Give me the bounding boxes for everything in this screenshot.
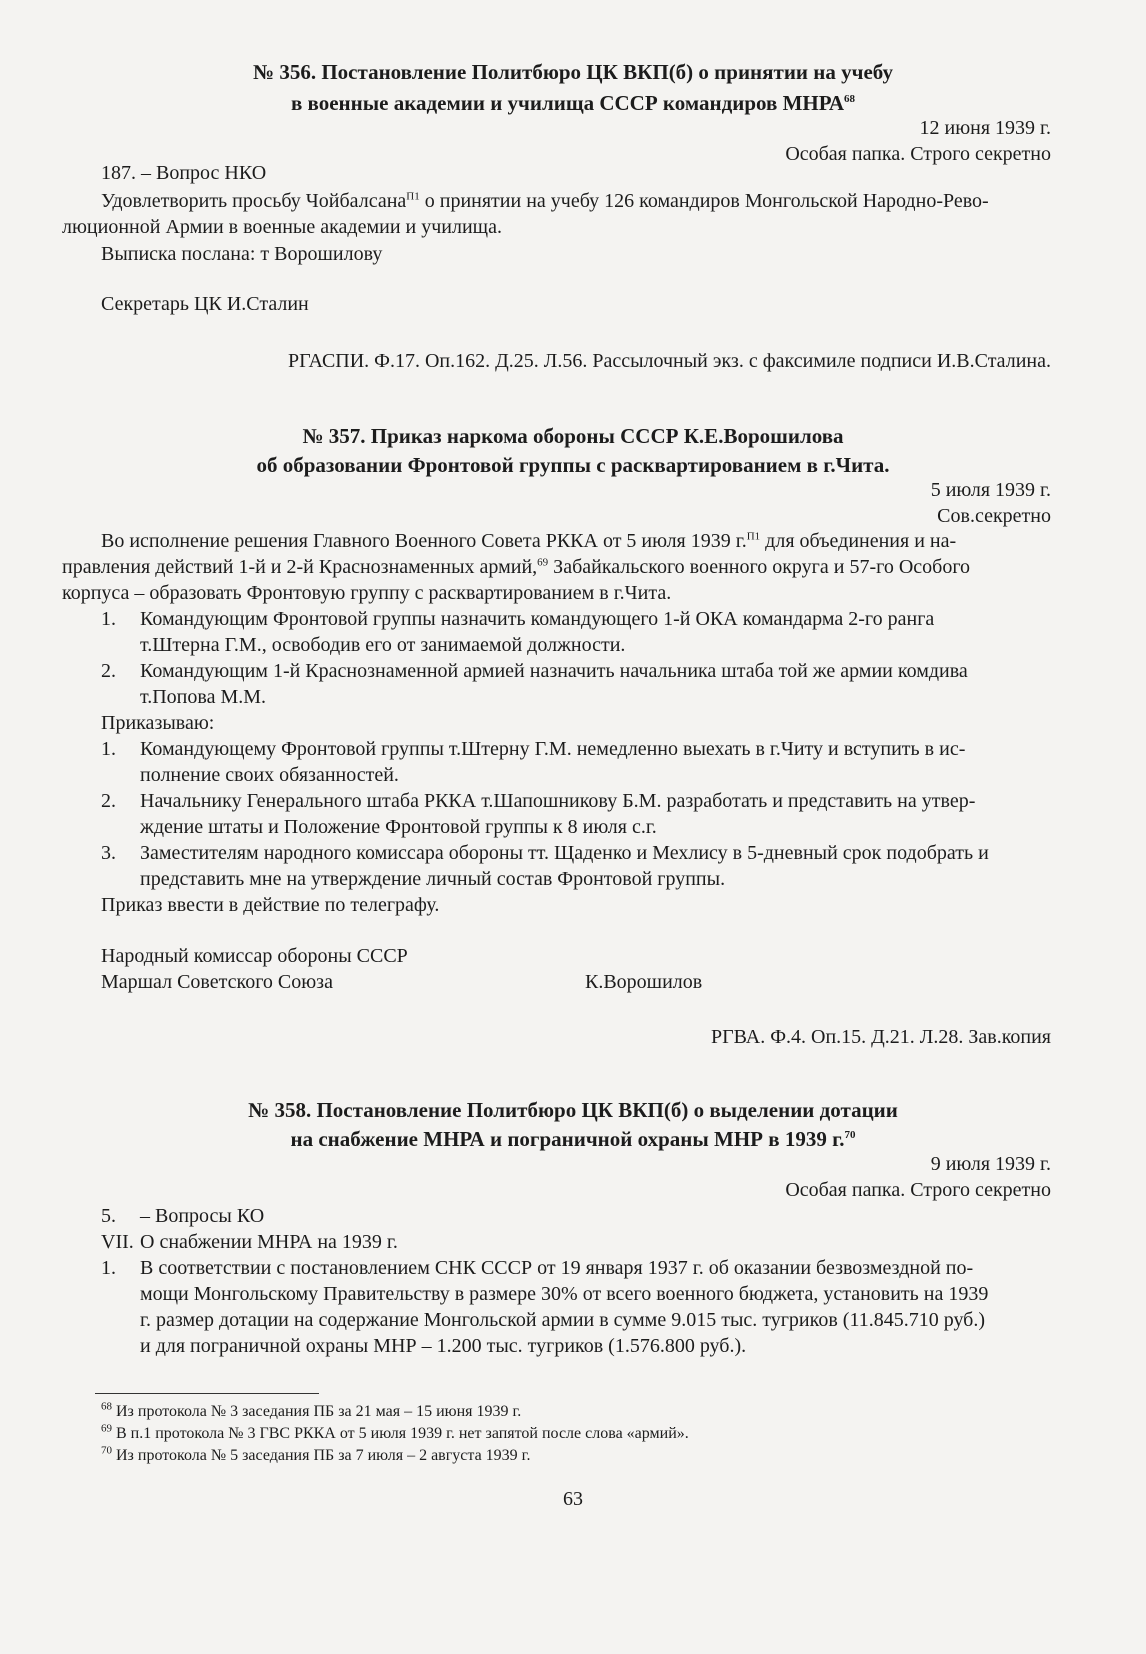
doc357-intro-line2: правления действий 1-й и 2-й Краснознаменных армий,$^{69}$ Забайкальского военного округа и 57-го Особого [62,556,971,578]
list-item-line: Командующему Фронтовой группы т.Штерну Г.М. немедленно выехать в г.Читу и вступить в ис- [140,738,966,760]
list-item-number: 1. [101,738,116,760]
doc358-item7-text: О снабжении МНРА на 1939 г. [140,1231,398,1253]
list-item-line: ждение штаты и Положение Фронтовой группы к 8 июля с.г. [140,816,657,838]
footnote-ref-70: 70 [844,1129,856,1141]
list-item-line: Командующим 1-й Краснознаменной армией назначить начальника штаба той же армии комдива [140,660,968,682]
doc358-item5-text: – Вопросы КО [140,1205,265,1227]
doc357-title-line2: об образовании Фронтовой группы с расквартированием в г.Чита. [256,453,890,477]
list-item-line: представить мне на утверждение личный состав Фронтовой группы. [140,868,726,890]
list-item-number: 2. [101,790,116,812]
doc356-para-line2: люционной Армии в военные академии и училища. [62,216,502,238]
doc358-title-line1: № 358. Постановление Политбюро ЦК ВКП(б) о выделении дотации [248,1098,898,1122]
list-item-line: полнение своих обязанностей. [140,764,399,786]
doc357-telegraph: Приказ ввести в действие по телеграфу. [101,894,440,916]
doc356-title-line2: в военные академии и училища СССР командиров МНРА$^{68}$ [290,91,856,115]
doc358-p1-line: и для пограничной охраны МНР – 1.200 тыс. тугриков (1.576.800 руб.). [140,1335,747,1357]
doc357-intro-sup: П1 [746,530,761,543]
doc357-intro-line3: корпуса – образовать Фронтовую группу с расквартированием в г.Чита. [62,582,672,604]
doc356-source: РГАСПИ. Ф.17. Оп.162. Д.25. Л.56. Рассылочный экз. с факсимиле подписи И.В.Сталина. [287,350,1051,372]
footnote-number: 70 [101,1444,112,1457]
list-item-line: Начальнику Генерального штаба РККА т.Шапошникову Б.М. разработать и представить на утвер- [140,790,976,812]
page-number: 63 [563,1488,583,1510]
footnote-ref-69: 69 [537,556,549,569]
list-item-line: Командующим Фронтовой группы назначить командующего 1-й ОКА командарма 2-го ранга [140,608,935,630]
doc357-sign-line2: Маршал Советского Союза [101,971,333,993]
list-item-number: 1. [101,608,116,630]
footnote-70: $^{70}$ Из протокола № 5 заседания ПБ за 7 июля – 2 августа 1939 г. [101,1444,531,1464]
doc357-intro-line1: Во исполнение решения Главного Военного Совета РККА от 5 июля 1939 г.$^{П1}$ для объединения и на- [101,530,957,552]
doc358-title-line2: на снабжение МНРА и пограничной охраны МНР в 1939 г.$^{70}$ [290,1127,856,1151]
doc357-date: 5 июля 1939 г. [930,479,1051,501]
list-item-number: 3. [101,842,116,864]
footnote-69: $^{69}$ В п.1 протокола № 3 ГВС РККА от 5 июля 1939 г. нет запятой после слова «армий». [101,1422,689,1442]
footnote-number: 68 [101,1400,112,1413]
doc356-item: 187. – Вопрос НКО [101,162,267,184]
footnote-number: 69 [101,1422,112,1435]
doc356-para-line1: Удовлетворить просьбу Чойбалсана$^{П1}$ о принятии на учебу 126 командиров Монгольской Народно-Рево- [101,190,989,212]
doc356-title-line1: № 356. Постановление Политбюро ЦК ВКП(б) о принятии на учебу [252,60,893,84]
doc357-source: РГВА. Ф.4. Оп.15. Д.21. Л.28. Зав.копия [710,1026,1051,1048]
list-item-line: Заместителям народного комиссара обороны тт. Щаденко и Мехлису в 5-дневный срок подобрать и [140,842,989,864]
footnote-ref-68: 68 [844,93,856,105]
doc357-sign-name: К.Ворошилов [585,971,703,993]
doc356-date: 12 июня 1939 г. [919,117,1051,139]
doc357-sign-line1: Народный комиссар обороны СССР [101,945,408,967]
doc357-order-word: Приказываю: [101,712,215,734]
doc356-signature: Секретарь ЦК И.Сталин [101,293,309,315]
doc358-p1-line: мощи Монгольскому Правительству в размере 30% от всего военного бюджета, установить на 1939 [140,1283,989,1305]
doc358-date: 9 июля 1939 г. [930,1153,1051,1175]
list-item-line: т.Штерна Г.М., освободив его от занимаемой должности. [140,634,626,656]
doc358-p1-line: В соответствии с постановлением СНК СССР от 19 января 1937 г. об оказании безвозмездной по- [140,1257,974,1279]
footnote-68: $^{68}$ Из протокола № 3 заседания ПБ за 21 мая – 15 июня 1939 г. [101,1400,522,1420]
doc356-secrecy: Особая папка. Строго секретно [785,143,1051,165]
doc358-item7-number: VII. [101,1231,134,1253]
doc358-p1-line: г. размер дотации на содержание Монгольской армии в сумме 9.015 тыс. тугриков (11.845.710 руб.) [140,1309,986,1331]
doc358-p1-number: 1. [101,1257,116,1279]
footnote-separator [95,1393,319,1394]
list-item-line: т.Попова М.М. [140,686,267,708]
doc358-secrecy: Особая папка. Строго секретно [785,1179,1051,1201]
doc357-secrecy: Сов.секретно [937,505,1051,527]
doc356-para-sup: П1 [406,190,420,203]
list-item-number: 2. [101,660,116,682]
doc356-sent: Выписка послана: т Ворошилову [101,243,383,265]
doc358-item5-number: 5. [101,1205,116,1227]
doc357-title-line1: № 357. Приказ наркома обороны СССР К.Е.Ворошилова [302,424,844,448]
